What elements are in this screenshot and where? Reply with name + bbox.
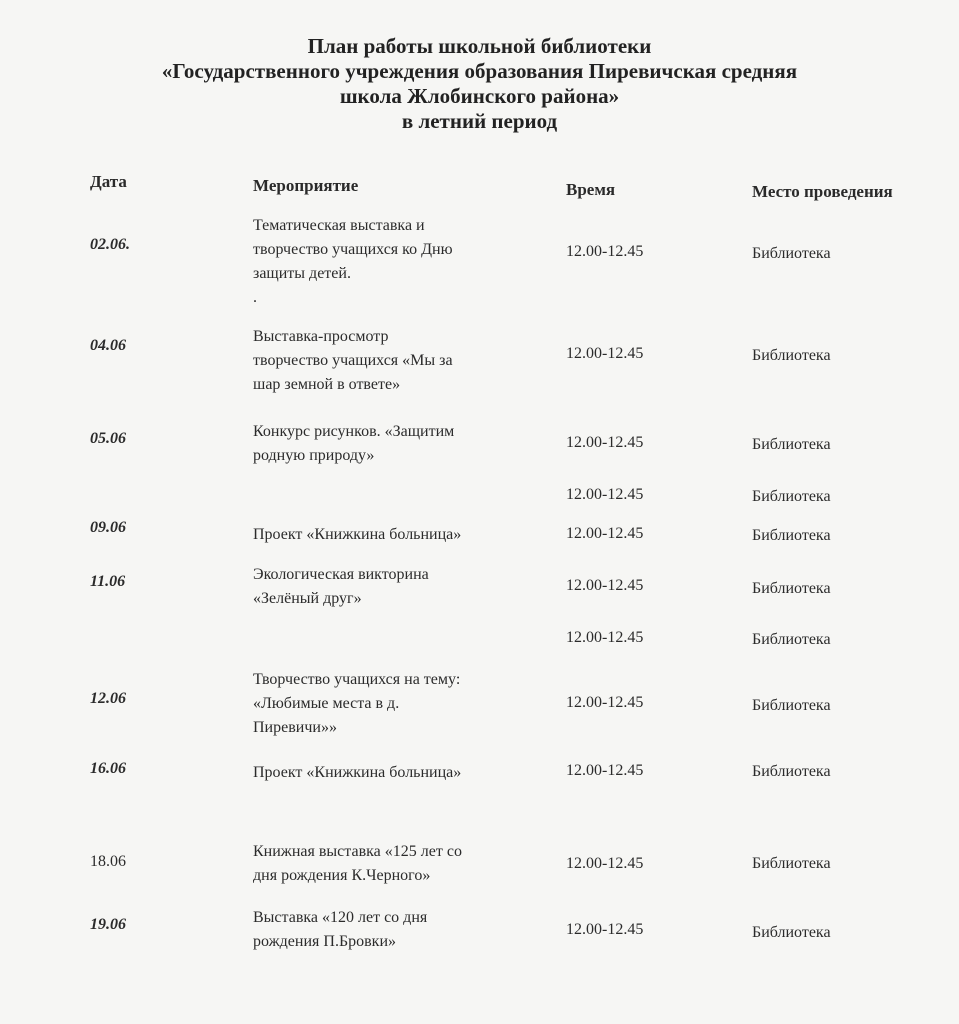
- event-line: Проект «Книжкина больница»: [253, 764, 462, 781]
- event-line: «Зелёный друг»: [253, 590, 362, 607]
- row-time: 12.00-12.45: [566, 762, 644, 779]
- row-place: Библиотека: [752, 347, 831, 364]
- header-event: Мероприятие: [253, 176, 359, 195]
- row-date: 05.06: [90, 430, 126, 447]
- title-line-3: школа Жлобинского района»: [339, 84, 620, 108]
- document-title: [0, 34, 959, 134]
- row-time: 12.00-12.45: [566, 525, 644, 542]
- event-line: защиты детей.: [253, 265, 351, 282]
- row-place: Библиотека: [752, 488, 831, 505]
- title-line-1: План работы школьной библиотеки: [307, 34, 652, 58]
- row-event: [253, 761, 461, 785]
- row-date: 09.06: [90, 519, 126, 536]
- row-time: 12.00-12.45: [566, 434, 644, 451]
- event-line: «Любимые места в д.: [253, 695, 400, 712]
- row-date: 04.06: [90, 337, 126, 354]
- row-time: 12.00-12.45: [566, 577, 644, 594]
- event-line: Экологическая викторина: [253, 566, 429, 583]
- row-place: Библиотека: [752, 697, 831, 714]
- row-time: 12.00-12.45: [566, 694, 644, 711]
- row-time: 12.00-12.45: [566, 243, 644, 260]
- row-event: [253, 563, 429, 611]
- row-place: Библиотека: [752, 245, 831, 262]
- event-line: шар земной в ответе»: [253, 376, 401, 393]
- event-line: Проект «Книжкина больница»: [253, 526, 462, 543]
- event-line: Конкурс рисунков. «Защитим: [253, 423, 455, 440]
- row-event: [253, 420, 454, 468]
- row-event: [253, 325, 453, 397]
- row-event: [253, 523, 461, 547]
- event-line: Выставка-просмотр: [253, 328, 389, 345]
- row-date: 19.06: [90, 916, 126, 933]
- header-date: Дата: [90, 172, 127, 191]
- row-place: Библиотека: [752, 580, 831, 597]
- row-time: 12.00-12.45: [566, 921, 644, 938]
- event-line: родную природу»: [253, 447, 375, 464]
- row-place: Библиотека: [752, 631, 831, 648]
- event-line: дня рождения К.Черного»: [253, 867, 431, 884]
- row-date: 11.06: [90, 573, 126, 590]
- event-line: творчество учащихся ко Дню: [253, 241, 453, 258]
- title-line-2: «Государственного учреждения образования Пиревичская средняя: [161, 59, 798, 83]
- row-time: 12.00-12.45: [566, 486, 644, 503]
- event-line: Творчество учащихся на тему:: [253, 671, 461, 688]
- row-date: 12.06: [90, 690, 126, 707]
- row-time: 12.00-12.45: [566, 345, 644, 362]
- event-line: рождения П.Бровки»: [253, 933, 397, 950]
- row-place: Библиотека: [752, 855, 831, 872]
- row-time: 12.00-12.45: [566, 629, 644, 646]
- event-line: .: [253, 289, 257, 306]
- row-place: Библиотека: [752, 763, 831, 780]
- event-line: Тематическая выставка и: [253, 217, 425, 234]
- row-event: [253, 668, 460, 740]
- event-line: Пиревичи»»: [253, 719, 337, 736]
- header-time: Время: [566, 180, 616, 199]
- row-place: Библиотека: [752, 436, 831, 453]
- row-date: 02.06.: [90, 236, 130, 253]
- event-line: творчество учащихся «Мы за: [253, 352, 453, 369]
- row-time: 12.00-12.45: [566, 855, 644, 872]
- event-line: Выставка «120 лет со дня: [253, 909, 428, 926]
- row-place: Библиотека: [752, 924, 831, 941]
- row-date: 16.06: [90, 760, 126, 777]
- title-line-4: в летний период: [401, 109, 558, 133]
- row-event: [253, 214, 453, 310]
- row-date: 18.06: [90, 853, 126, 870]
- row-event: [253, 840, 462, 888]
- row-place: Библиотека: [752, 527, 831, 544]
- header-place: Место проведения: [752, 182, 893, 201]
- event-line: Книжная выставка «125 лет со: [253, 843, 462, 860]
- row-event: [253, 906, 427, 954]
